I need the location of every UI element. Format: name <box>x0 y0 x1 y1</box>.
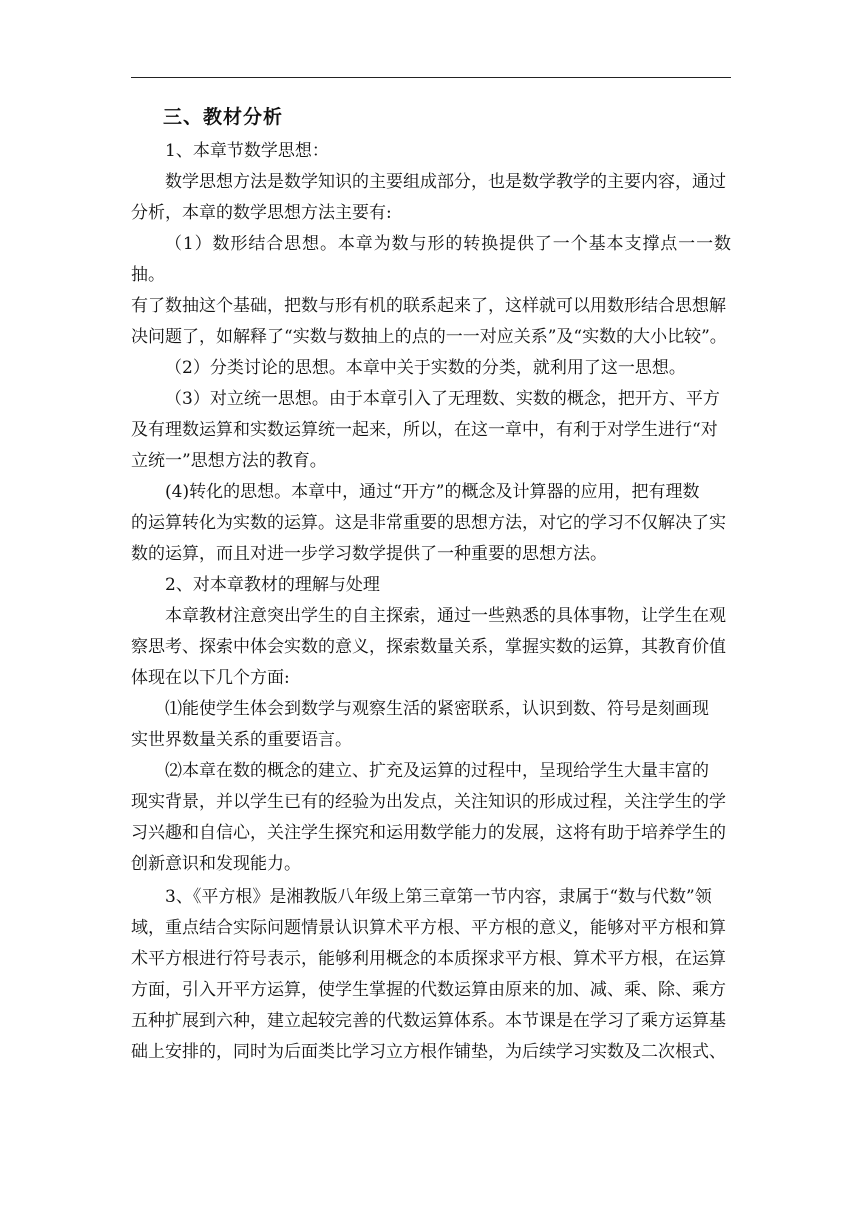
paragraph-10: ⑵本章在数的概念的建立、扩充及运算的过程中，呈现给学生大量丰富的 现实背景，并以学生已有的经验为出发点，关注知识的形成过程，关注学生的学 习兴趣和自信心，关注学生探究和运用数学能力的发展，这将有助于培养学生的 创新意识和发现能力。 <box>131 761 726 874</box>
paragraph-2: 数学思想方法是数学知识的主要组成部分，也是数学教学的主要内容，通过 分析，本章的数学思想方法主要有: <box>131 172 726 223</box>
document-body <box>131 98 731 1068</box>
section-heading: 三、教材分析 <box>163 106 284 128</box>
paragraph-7: 2、对本章教材的理解与处理 <box>165 575 380 595</box>
paragraph-11: 3、《平方根》是湘教版八年级上第三章第一节内容，隶属于“数与代数”领 域，重点结合实际问题情景认识算术平方根、平方根的意义，能够对平方根和算 术平方根进行符号表示，能够利用概念的本质探求平方根、算术平方根，在运算 方面，引入开平方运算，使学生掌握的代数运算由原来的加、减、乘、除、乘方 五种扩展到六种，建立起较完善的代数运算体系。本节课是在学习了乘方运算基 础上安排的，同时为后面类比学习立方根作铺垫，为后续学习实数及二次根式、 <box>131 887 726 1062</box>
paragraph-5: （3）对立统一思想。由于本章引入了无理数、实数的概念，把开方、平方 及有理数运算和实数运算统一起来，所以，在这一章中，有利于对学生进行“对 立统一”思想方法的教育。 <box>131 389 720 471</box>
paragraph-4: （2）分类讨论的思想。本章中关于实数的分类，就利用了这一思想。 <box>165 358 686 378</box>
paragraph-6: (4)转化的思想。本章中，通过“开方”的概念及计算器的应用，把有理数 的运算转化为实数的运算。这是非常重要的思想方法，对它的学习不仅解决了实 数的运算，而且对进一步学习数学提供了一种重要的思想方法。 <box>131 482 726 564</box>
paragraph-8: 本章教材注意突出学生的自主探索，通过一些熟悉的具体事物，让学生在观 察思考、探索中体会实数的意义，探索数量关系，掌握实数的运算，其教育价值 体现在以下几个方面: <box>131 606 726 688</box>
paragraph-1: 1、本章节数学思想： <box>165 141 329 161</box>
paragraph-9: ⑴能使学生体会到数学与观察生活的紧密联系，认识到数、符号是刻画现 实世界数量关系的重要语言。 <box>131 699 709 750</box>
paragraph-3: （1）数形结合思想。本章为数与形的转换提供了一个基本支撑点一一数抽。 有了数抽这个基础，把数与形有机的联系起来了，这样就可以用数形结合思想解 决问题了，如解释了“实数与数抽上的点的一一对应关系”及“实数的大小比较”。 <box>131 234 731 347</box>
header-rule <box>131 77 731 78</box>
